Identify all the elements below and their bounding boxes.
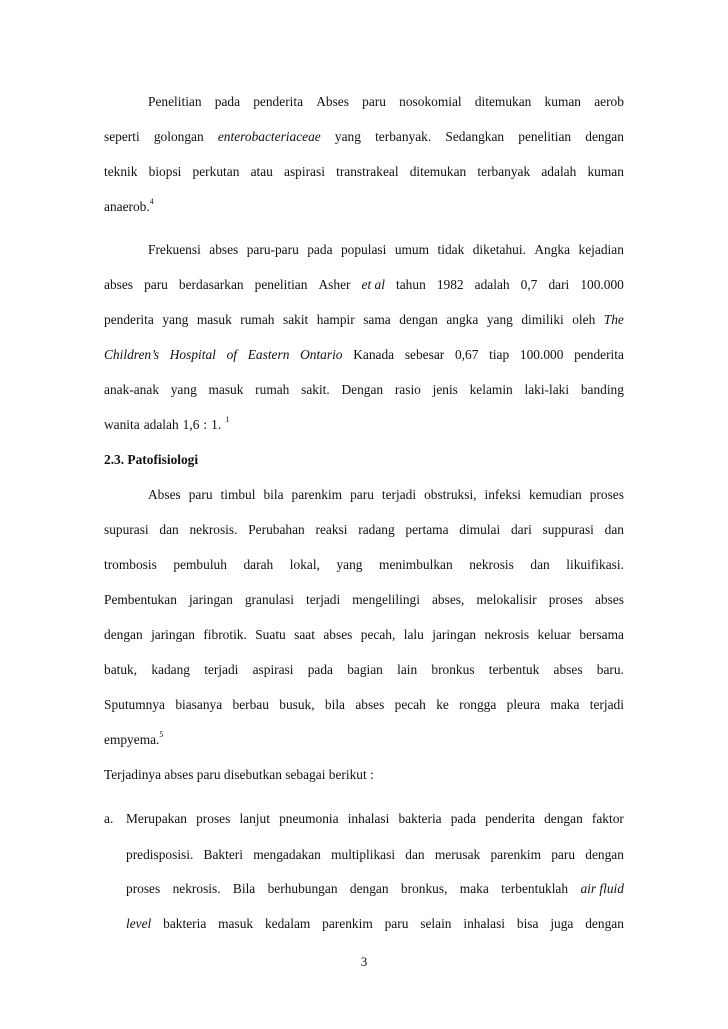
word: jaringan bbox=[432, 627, 477, 642]
word: supurasi bbox=[104, 522, 149, 537]
word: yang bbox=[162, 312, 189, 327]
paragraph-line bbox=[104, 346, 624, 364]
word: jaringan bbox=[188, 592, 233, 607]
word: masuk bbox=[196, 312, 232, 327]
word: proses bbox=[126, 881, 161, 896]
word: Perubahan bbox=[248, 522, 305, 537]
word: Children’s bbox=[104, 347, 160, 362]
word: pneumonia bbox=[279, 811, 339, 826]
word: transtrakeal bbox=[336, 164, 399, 179]
word: masuk bbox=[208, 382, 244, 397]
word: dengan bbox=[585, 129, 624, 144]
word: anak-anak bbox=[104, 382, 160, 397]
word: lain bbox=[397, 662, 418, 677]
page-number: 3 bbox=[360, 954, 368, 969]
word: mengadakan bbox=[253, 847, 321, 862]
word: terjadi bbox=[381, 487, 417, 502]
word: terbanyak bbox=[477, 164, 531, 179]
word: lanjut bbox=[239, 811, 270, 826]
word: darah bbox=[243, 557, 274, 572]
word: mengelilingi bbox=[352, 592, 420, 607]
list-item-line bbox=[104, 810, 624, 828]
word: Hospital bbox=[169, 347, 216, 362]
paragraph-line bbox=[104, 416, 624, 434]
paragraph-line bbox=[104, 731, 624, 749]
word: Abses bbox=[148, 487, 181, 502]
section-heading: 2.3. Patofisiologi bbox=[104, 452, 199, 467]
word: maka bbox=[550, 697, 580, 712]
word: paru-paru bbox=[246, 242, 299, 257]
word: tidak bbox=[437, 242, 465, 257]
list-item-line bbox=[104, 915, 624, 933]
word: inhalasi bbox=[463, 916, 506, 931]
word: rongga bbox=[459, 697, 497, 712]
word: 1982 bbox=[436, 277, 464, 292]
word: terbentuklah bbox=[501, 881, 569, 896]
word: aerob bbox=[594, 94, 624, 109]
word: level bbox=[126, 916, 152, 931]
word: kemudian bbox=[528, 487, 582, 502]
word: sakit. bbox=[301, 382, 330, 397]
word: pecah, bbox=[360, 627, 396, 642]
word: penderita bbox=[485, 811, 535, 826]
word: banding bbox=[580, 382, 624, 397]
paragraph-line bbox=[104, 163, 624, 181]
word: nosokomial bbox=[399, 94, 462, 109]
word: berhubungan bbox=[267, 881, 338, 896]
word: 100.000 bbox=[519, 347, 564, 362]
word: selain bbox=[420, 916, 452, 931]
paragraph-line bbox=[104, 521, 624, 539]
word: parenkim bbox=[490, 847, 542, 862]
word: 1. $^1$ bbox=[211, 415, 230, 432]
word: adalah bbox=[143, 417, 179, 432]
word: abses bbox=[104, 277, 134, 292]
word: pada bbox=[307, 242, 333, 257]
word: The bbox=[603, 312, 624, 327]
word: diketahui. bbox=[472, 242, 526, 257]
word: penderita bbox=[253, 94, 304, 109]
word: seperti bbox=[104, 129, 140, 144]
word: dengan bbox=[399, 312, 438, 327]
word: biopsi bbox=[148, 164, 182, 179]
paragraph-line bbox=[104, 766, 624, 784]
word: terjadi bbox=[306, 592, 341, 607]
word: abses bbox=[355, 697, 385, 712]
word: nekrosis bbox=[484, 627, 530, 642]
word: Pembentukan bbox=[104, 592, 177, 607]
word: dari bbox=[548, 277, 570, 292]
word: keluar bbox=[537, 627, 571, 642]
word: aspirasi bbox=[252, 662, 294, 677]
word: nekrosis bbox=[469, 557, 514, 572]
word: jenis bbox=[432, 382, 458, 397]
word: masuk bbox=[218, 916, 254, 931]
word: paru bbox=[188, 487, 213, 502]
word: pada bbox=[307, 662, 333, 677]
word: adalah bbox=[474, 277, 510, 292]
word: merusak bbox=[434, 847, 481, 862]
word: Bila bbox=[232, 881, 256, 896]
word: penderita bbox=[104, 312, 154, 327]
word: abses bbox=[594, 592, 624, 607]
word: dan bbox=[530, 557, 550, 572]
paragraph-line bbox=[104, 311, 624, 329]
word: reaksi bbox=[315, 522, 348, 537]
word: dan bbox=[405, 847, 425, 862]
paragraph-line bbox=[104, 381, 624, 399]
word: pleura bbox=[506, 697, 541, 712]
word: paru bbox=[384, 916, 409, 931]
word: likuifikasi. bbox=[566, 557, 624, 572]
word: yang bbox=[486, 312, 513, 327]
word: Abses bbox=[316, 94, 349, 109]
word: anaerob.$^4$ bbox=[104, 197, 154, 214]
word: kedalam bbox=[264, 916, 311, 931]
word: Ontario bbox=[300, 347, 343, 362]
paragraph-line bbox=[104, 591, 624, 609]
word: dengan bbox=[585, 847, 624, 862]
word: parenkim bbox=[322, 916, 373, 931]
footnote-reference: 1 bbox=[225, 415, 230, 424]
word: oleh bbox=[572, 312, 596, 327]
word: maka bbox=[459, 881, 489, 896]
word: juga bbox=[550, 916, 574, 931]
word: golongan bbox=[153, 129, 204, 144]
word: Merupakan bbox=[126, 811, 187, 826]
word: menimbulkan bbox=[379, 557, 453, 572]
paragraph-line bbox=[104, 93, 624, 111]
word: dari bbox=[510, 522, 532, 537]
word: sakit bbox=[282, 312, 309, 327]
word: kadang bbox=[151, 662, 190, 677]
word: bronkus bbox=[431, 662, 475, 677]
word: 100.000 bbox=[580, 277, 624, 292]
word: berdasarkan bbox=[178, 277, 244, 292]
paragraph-line bbox=[104, 661, 624, 679]
word: Bakteri bbox=[203, 847, 243, 862]
word: dan bbox=[159, 522, 179, 537]
word: adalah bbox=[541, 164, 577, 179]
word: parenkim bbox=[291, 487, 343, 502]
word: proses bbox=[196, 811, 231, 826]
word: biasanya bbox=[175, 697, 223, 712]
word: 1,6 bbox=[182, 417, 200, 432]
footnote-reference: 5 bbox=[159, 730, 164, 739]
word: abses, bbox=[431, 592, 465, 607]
word: et al bbox=[361, 277, 385, 292]
word: aspirasi bbox=[284, 164, 325, 179]
word: pada bbox=[450, 811, 477, 826]
word: nekrosis. bbox=[172, 881, 221, 896]
paragraph-line bbox=[104, 241, 624, 259]
word: atau bbox=[250, 164, 273, 179]
word: kejadian bbox=[578, 242, 624, 257]
word: pecah bbox=[394, 697, 426, 712]
word: Frekuensi bbox=[148, 242, 201, 257]
word: populasi bbox=[340, 242, 387, 257]
word: melokalisir bbox=[476, 592, 537, 607]
word: Penelitian bbox=[148, 94, 202, 109]
word: sebesar bbox=[404, 347, 445, 362]
word: pembuluh bbox=[173, 557, 227, 572]
word: abses bbox=[553, 662, 583, 677]
word: Asher bbox=[318, 277, 351, 292]
word: radang bbox=[358, 522, 395, 537]
word: bila bbox=[324, 697, 345, 712]
word: terjadi bbox=[589, 697, 624, 712]
word: dengan bbox=[585, 916, 624, 931]
word: berbau bbox=[232, 697, 269, 712]
word: bersama bbox=[579, 627, 624, 642]
word: busuk, bbox=[279, 697, 315, 712]
word: saat bbox=[294, 627, 315, 642]
word: dan bbox=[604, 522, 624, 537]
paragraph-line bbox=[104, 198, 624, 216]
word: multiplikasi bbox=[331, 847, 396, 862]
word: bila bbox=[263, 487, 284, 502]
word: dengan bbox=[349, 881, 389, 896]
word: dimulai bbox=[459, 522, 501, 537]
word: : bbox=[203, 417, 208, 432]
word: sama bbox=[363, 312, 391, 327]
word: laki-laki bbox=[524, 382, 570, 397]
word: timbul bbox=[220, 487, 256, 502]
word: proses bbox=[589, 487, 624, 502]
paragraph-line bbox=[104, 556, 624, 574]
word: bakteria bbox=[163, 916, 207, 931]
word: enterobacteriaceae bbox=[217, 129, 321, 144]
paragraph-line bbox=[104, 276, 624, 294]
paragraph-line bbox=[104, 696, 624, 714]
word: Suatu bbox=[255, 627, 286, 642]
word: baru. bbox=[596, 662, 624, 677]
word: dimiliki bbox=[521, 312, 564, 327]
word: Angka bbox=[534, 242, 571, 257]
word: angka bbox=[446, 312, 479, 327]
word: 0,7 bbox=[520, 277, 538, 292]
word: kuman bbox=[544, 94, 581, 109]
word: faktor bbox=[591, 811, 624, 826]
word: fibrotik. bbox=[203, 627, 247, 642]
word: tiap bbox=[489, 347, 510, 362]
list-item-line bbox=[104, 880, 624, 898]
word: batuk, bbox=[104, 662, 138, 677]
word: lalu bbox=[403, 627, 424, 642]
word: lokal, bbox=[289, 557, 320, 572]
paragraph-line bbox=[104, 486, 624, 504]
word: bakteria bbox=[398, 811, 442, 826]
word: nekrosis. bbox=[189, 522, 238, 537]
word: kuman bbox=[587, 164, 624, 179]
word: bagian bbox=[347, 662, 383, 677]
word: pada bbox=[214, 94, 241, 109]
word: proses bbox=[548, 592, 583, 607]
word: trombosis bbox=[104, 557, 157, 572]
word: abses bbox=[323, 627, 353, 642]
word: of bbox=[226, 347, 238, 362]
word: umum bbox=[394, 242, 430, 257]
word: ditemukan bbox=[409, 164, 467, 179]
word: penelitian bbox=[518, 129, 572, 144]
list-marker: a. bbox=[104, 811, 114, 826]
word: penderita bbox=[574, 347, 624, 362]
word: terbentuk bbox=[488, 662, 540, 677]
word: rumah bbox=[240, 312, 275, 327]
word: Eastern bbox=[247, 347, 290, 362]
word: paru bbox=[350, 487, 374, 502]
word: paru bbox=[362, 94, 386, 109]
word: wanita bbox=[104, 417, 140, 432]
word: pertama bbox=[405, 522, 449, 537]
word: empyema.$^5$ bbox=[104, 730, 164, 747]
word: dengan bbox=[544, 811, 583, 826]
word: kelamin bbox=[469, 382, 513, 397]
word: infeksi bbox=[484, 487, 521, 502]
word: predisposisi. bbox=[126, 847, 194, 862]
word: 0,67 bbox=[454, 347, 479, 362]
word: suppurasi bbox=[542, 522, 594, 537]
word: yang bbox=[336, 557, 363, 572]
word: Dengan bbox=[341, 382, 384, 397]
word: rasio bbox=[394, 382, 421, 397]
word: granulasi bbox=[244, 592, 294, 607]
word: ditemukan bbox=[474, 94, 532, 109]
footnote-reference: 4 bbox=[149, 197, 154, 206]
word: penelitian bbox=[254, 277, 308, 292]
word: inhalasi bbox=[347, 811, 390, 826]
word: bisa bbox=[516, 916, 539, 931]
word: Terjadinya abses paru disebutkan sebagai berikut : bbox=[104, 767, 374, 782]
word: terjadi bbox=[204, 662, 239, 677]
word: Sputumnya bbox=[104, 697, 166, 712]
word: abses bbox=[209, 242, 239, 257]
word: bronkus, bbox=[400, 881, 448, 896]
word: air fluid bbox=[580, 881, 624, 896]
word: Sedangkan bbox=[445, 129, 505, 144]
word: tahun bbox=[396, 277, 426, 292]
word: yang bbox=[170, 382, 197, 397]
word: paru bbox=[551, 847, 576, 862]
paragraph-line bbox=[104, 626, 624, 644]
word: obstruksi, bbox=[424, 487, 477, 502]
word: teknik bbox=[104, 164, 138, 179]
list-item-line bbox=[104, 846, 624, 864]
word: paru bbox=[144, 277, 168, 292]
word: terbanyak. bbox=[375, 129, 432, 144]
word: hampir bbox=[316, 312, 355, 327]
paragraph-line bbox=[104, 128, 624, 146]
word: yang bbox=[334, 129, 361, 144]
word: perkutan bbox=[192, 164, 240, 179]
word: jaringan bbox=[151, 627, 195, 642]
word: dengan bbox=[104, 627, 143, 642]
word: rumah bbox=[255, 382, 290, 397]
word: Kanada bbox=[353, 347, 395, 362]
word: ke bbox=[436, 697, 449, 712]
